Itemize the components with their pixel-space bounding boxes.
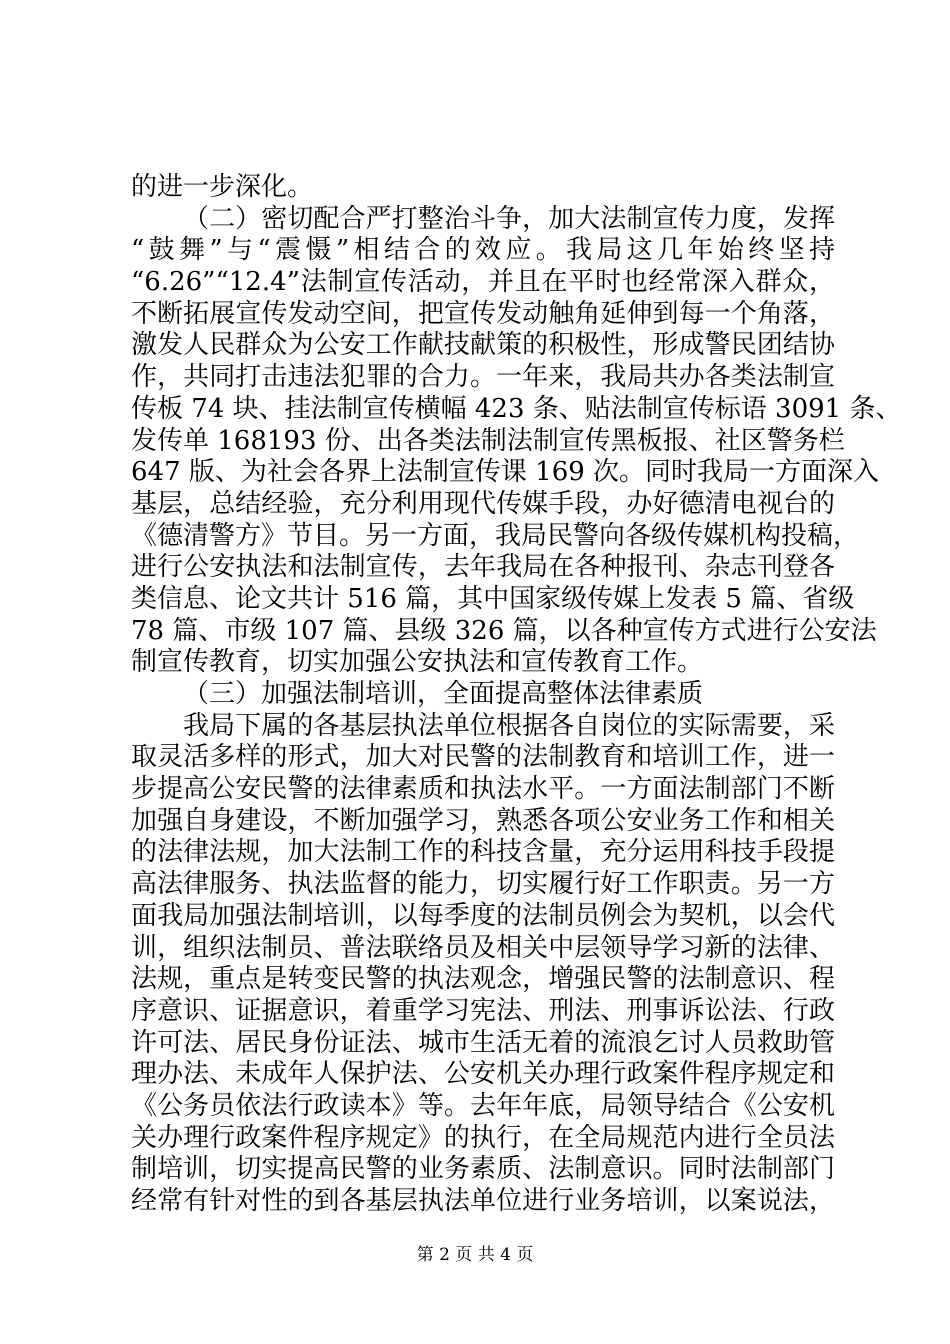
- text-line: 进行公安执法和法制宣传，去年我局在各种报刊、杂志刊登各: [131, 552, 835, 583]
- text-line: 的法律法规，加大法制工作的科技含量，充分运用科技手段提: [131, 837, 835, 868]
- text-line: 理办法、未成年人保护法、公安机关办理行政案件程序规定和: [131, 1059, 835, 1090]
- text-line: 面我局加强法制培训，以每季度的法制员例会为契机，以会代: [131, 900, 835, 931]
- text-line: （二）密切配合严打整治斗争，加大法制宣传力度，发挥: [183, 203, 835, 234]
- page-number: 第 2 页 共 4 页: [416, 1245, 534, 1265]
- text-line: 我局下属的各基层执法单位根据各自岗位的实际需要，采: [183, 710, 835, 741]
- text-line: （三）加强法制培训，全面提高整体法律素质: [183, 679, 704, 709]
- text-line: 作，共同打击违法犯罪的合力。一年来，我局共办各类法制宣: [131, 362, 835, 393]
- text-line: 训，组织法制员、普法联络员及相关中层领导学习新的法律、: [131, 932, 835, 963]
- text-line: 法规，重点是转变民警的执法观念，增强民警的法制意识、程: [131, 964, 835, 995]
- text-line: 的进一步深化。: [131, 172, 314, 202]
- text-line: 发传单 168193 份、出各类法制法制宣传黑板报、社区警务栏: [131, 425, 845, 456]
- text-line: 加强自身建设，不断加强学习，熟悉各项公安业务工作和相关: [131, 805, 835, 836]
- text-line: 传板 74 块、挂法制宣传横幅 423 条、贴法制宣传标语 3091 条、: [131, 393, 902, 424]
- text-line: 《公务员依法行政读本》等。去年年底，局领导结合《公安机: [131, 1090, 835, 1121]
- text-line: 基层，总结经验，充分利用现代传媒手段，办好德清电视台的: [131, 488, 835, 519]
- text-line: 类信息、论文共计 516 篇，其中国家级传媒上发表 5 篇、省级: [131, 583, 855, 614]
- page-footer: [0, 1244, 950, 1266]
- text-line: 制培训，切实提高民警的业务素质、法制意识。同时法制部门: [131, 1154, 835, 1185]
- text-line: 激发人民群众为公安工作献技献策的积极性，形成警民团结协: [131, 330, 835, 361]
- text-line: 许可法、居民身份证法、城市生活无着的流浪乞讨人员救助管: [131, 1027, 835, 1058]
- text-line: 经常有针对性的到各基层执法单位进行业务培训，以案说法，: [131, 1186, 835, 1216]
- text-line: 《德清警方》节目。另一方面，我局民警向各级传媒机构投稿，: [131, 520, 860, 551]
- text-line: “6.26”“12.4”法制宣传活动，并且在平时也经常深入群众，: [131, 267, 835, 298]
- text-line: “鼓舞”与“震慑”相结合的效应。我局这几年始终坚持: [131, 235, 835, 266]
- text-line: 不断拓展宣传发动空间，把宣传发动触角延伸到每一个角落，: [131, 298, 835, 329]
- text-line: 步提高公安民警的法律素质和执法水平。一方面法制部门不断: [131, 774, 835, 805]
- text-line: 78 篇、市级 107 篇、县级 326 篇，以各种宣传方式进行公安法: [131, 615, 877, 646]
- text-line: 647 版、为社会各界上法制宣传课 169 次。同时我局一方面深入: [131, 457, 880, 488]
- text-line: 序意识、证据意识，着重学习宪法、刑法、刑事诉讼法、行政: [131, 995, 835, 1026]
- document-body: [131, 172, 902, 1218]
- text-line: 取灵活多样的形式，加大对民警的法制教育和培训工作，进一: [131, 742, 835, 773]
- text-line: 关办理行政案件程序规定》的执行，在全局规范内进行全员法: [131, 1122, 835, 1153]
- text-line: 制宣传教育，切实加强公安执法和宣传教育工作。: [131, 647, 704, 678]
- text-line: 高法律服务、执法监督的能力，切实履行好工作职责。另一方: [131, 869, 835, 900]
